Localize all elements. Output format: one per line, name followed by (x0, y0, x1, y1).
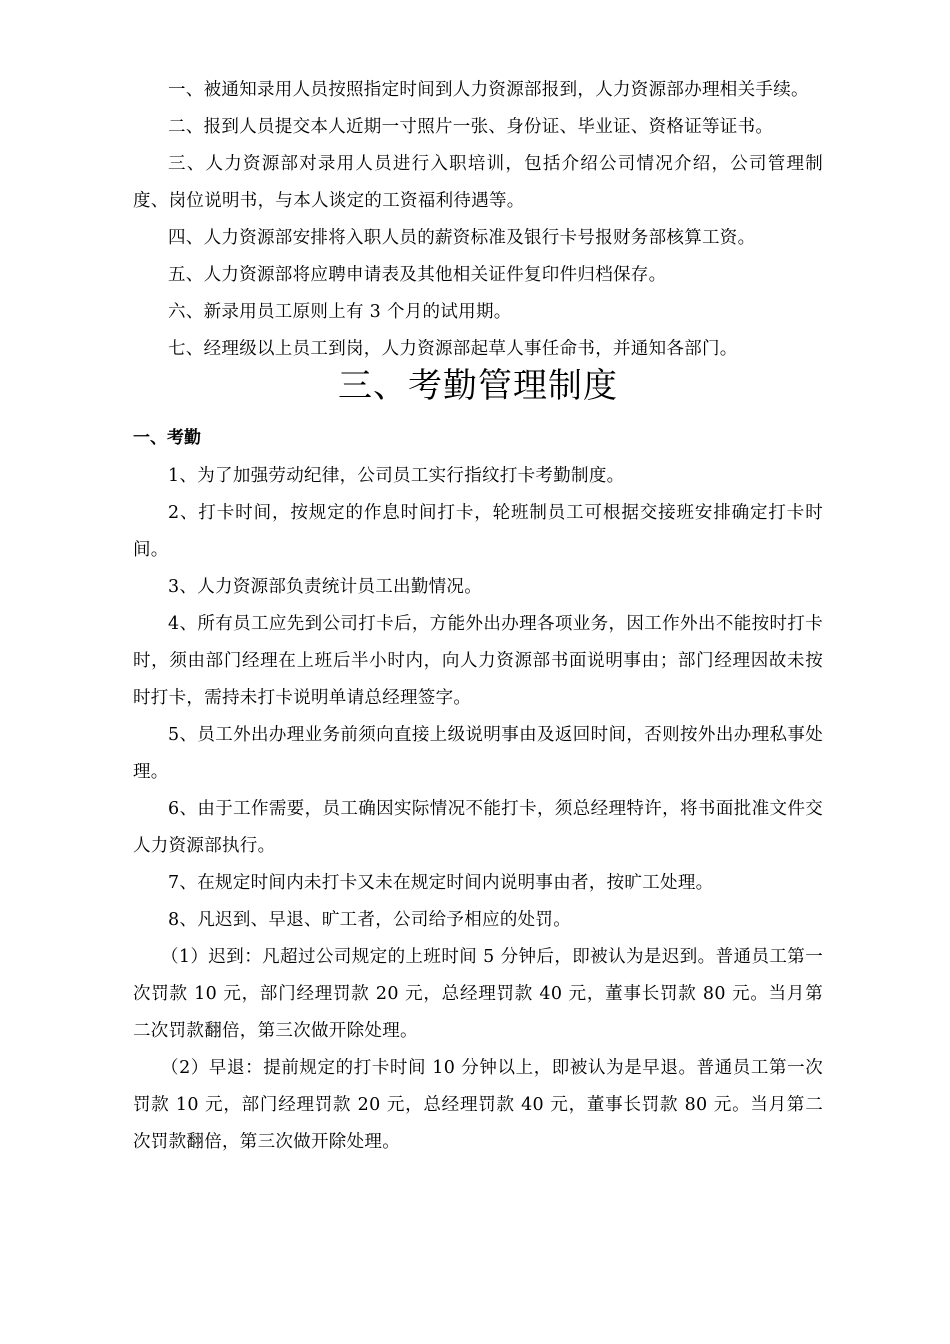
onboarding-item-5: 五、人力资源部将应聘申请表及其他相关证件复印件归档保存。 (168, 265, 667, 285)
attendance-rule-1: 1、为了加强劳动纪律，公司员工实行指纹打卡考勤制度。 (168, 466, 625, 486)
attendance-rule-5: 5、员工外出办理业务前须向直接上级说明事由及返回时间，否则按外出办理私事处理。 (133, 725, 823, 782)
subsection-heading: 一、考勤 (133, 428, 201, 448)
onboarding-item-6: 六、新录用员工原则上有 3 个月的试用期。 (168, 302, 512, 322)
onboarding-item-3: 三、人力资源部对录用人员进行入职培训，包括介绍公司情况介绍，公司管理制度、岗位说明书，与本人谈定的工资福利待遇等。 (133, 154, 823, 211)
onboarding-item-1: 一、被通知录用人员按照指定时间到人力资源部报到，人力资源部办理相关手续。 (168, 80, 809, 100)
penalty-late: （1）迟到：凡超过公司规定的上班时间 5 分钟后，即被认为是迟到。普通员工第一次罚款 10 元，部门经理罚款 20 元，总经理罚款 40 元，董事长罚款 80 元。当月第二次罚款翻倍，第三次做开除处理。 (133, 947, 823, 1041)
attendance-rule-4: 4、所有员工应先到公司打卡后，方能外出办理各项业务，因工作外出不能按时打卡时，须由部门经理在上班后半小时内，向人力资源部书面说明事由；部门经理因故未按时打卡，需持未打卡说明单请总经理签字。 (133, 614, 823, 708)
attendance-rule-3: 3、人力资源部负责统计员工出勤情况。 (168, 577, 483, 597)
attendance-rule-6: 6、由于工作需要，员工确因实际情况不能打卡，须总经理特许，将书面批准文件交人力资源部执行。 (133, 799, 823, 856)
attendance-rule-7: 7、在规定时间内未打卡又未在规定时间内说明事由者，按旷工处理。 (168, 873, 714, 893)
attendance-rule-2: 2、打卡时间，按规定的作息时间打卡，轮班制员工可根据交接班安排确定打卡时间。 (133, 503, 823, 560)
attendance-rule-8: 8、凡迟到、早退、旷工者，公司给予相应的处罚。 (168, 910, 572, 930)
document-body (133, 72, 823, 1161)
onboarding-item-7: 七、经理级以上员工到岗，人力资源部起草人事任命书，并通知各部门。 (168, 339, 738, 359)
onboarding-item-2: 二、报到人员提交本人近期一寸照片一张、身份证、毕业证、资格证等证书。 (168, 117, 774, 137)
penalty-early-leave: （2）早退：提前规定的打卡时间 10 分钟以上，即被认为是早退。普通员工第一次罚款 10 元，部门经理罚款 20 元，总经理罚款 40 元，董事长罚款 80 元。当月第二次罚款翻倍，第三次做开除处理。 (133, 1058, 823, 1152)
section-title: 三、考勤管理制度 (338, 366, 618, 406)
onboarding-item-4: 四、人力资源部安排将入职人员的薪资标准及银行卡号报财务部核算工资。 (168, 228, 756, 248)
